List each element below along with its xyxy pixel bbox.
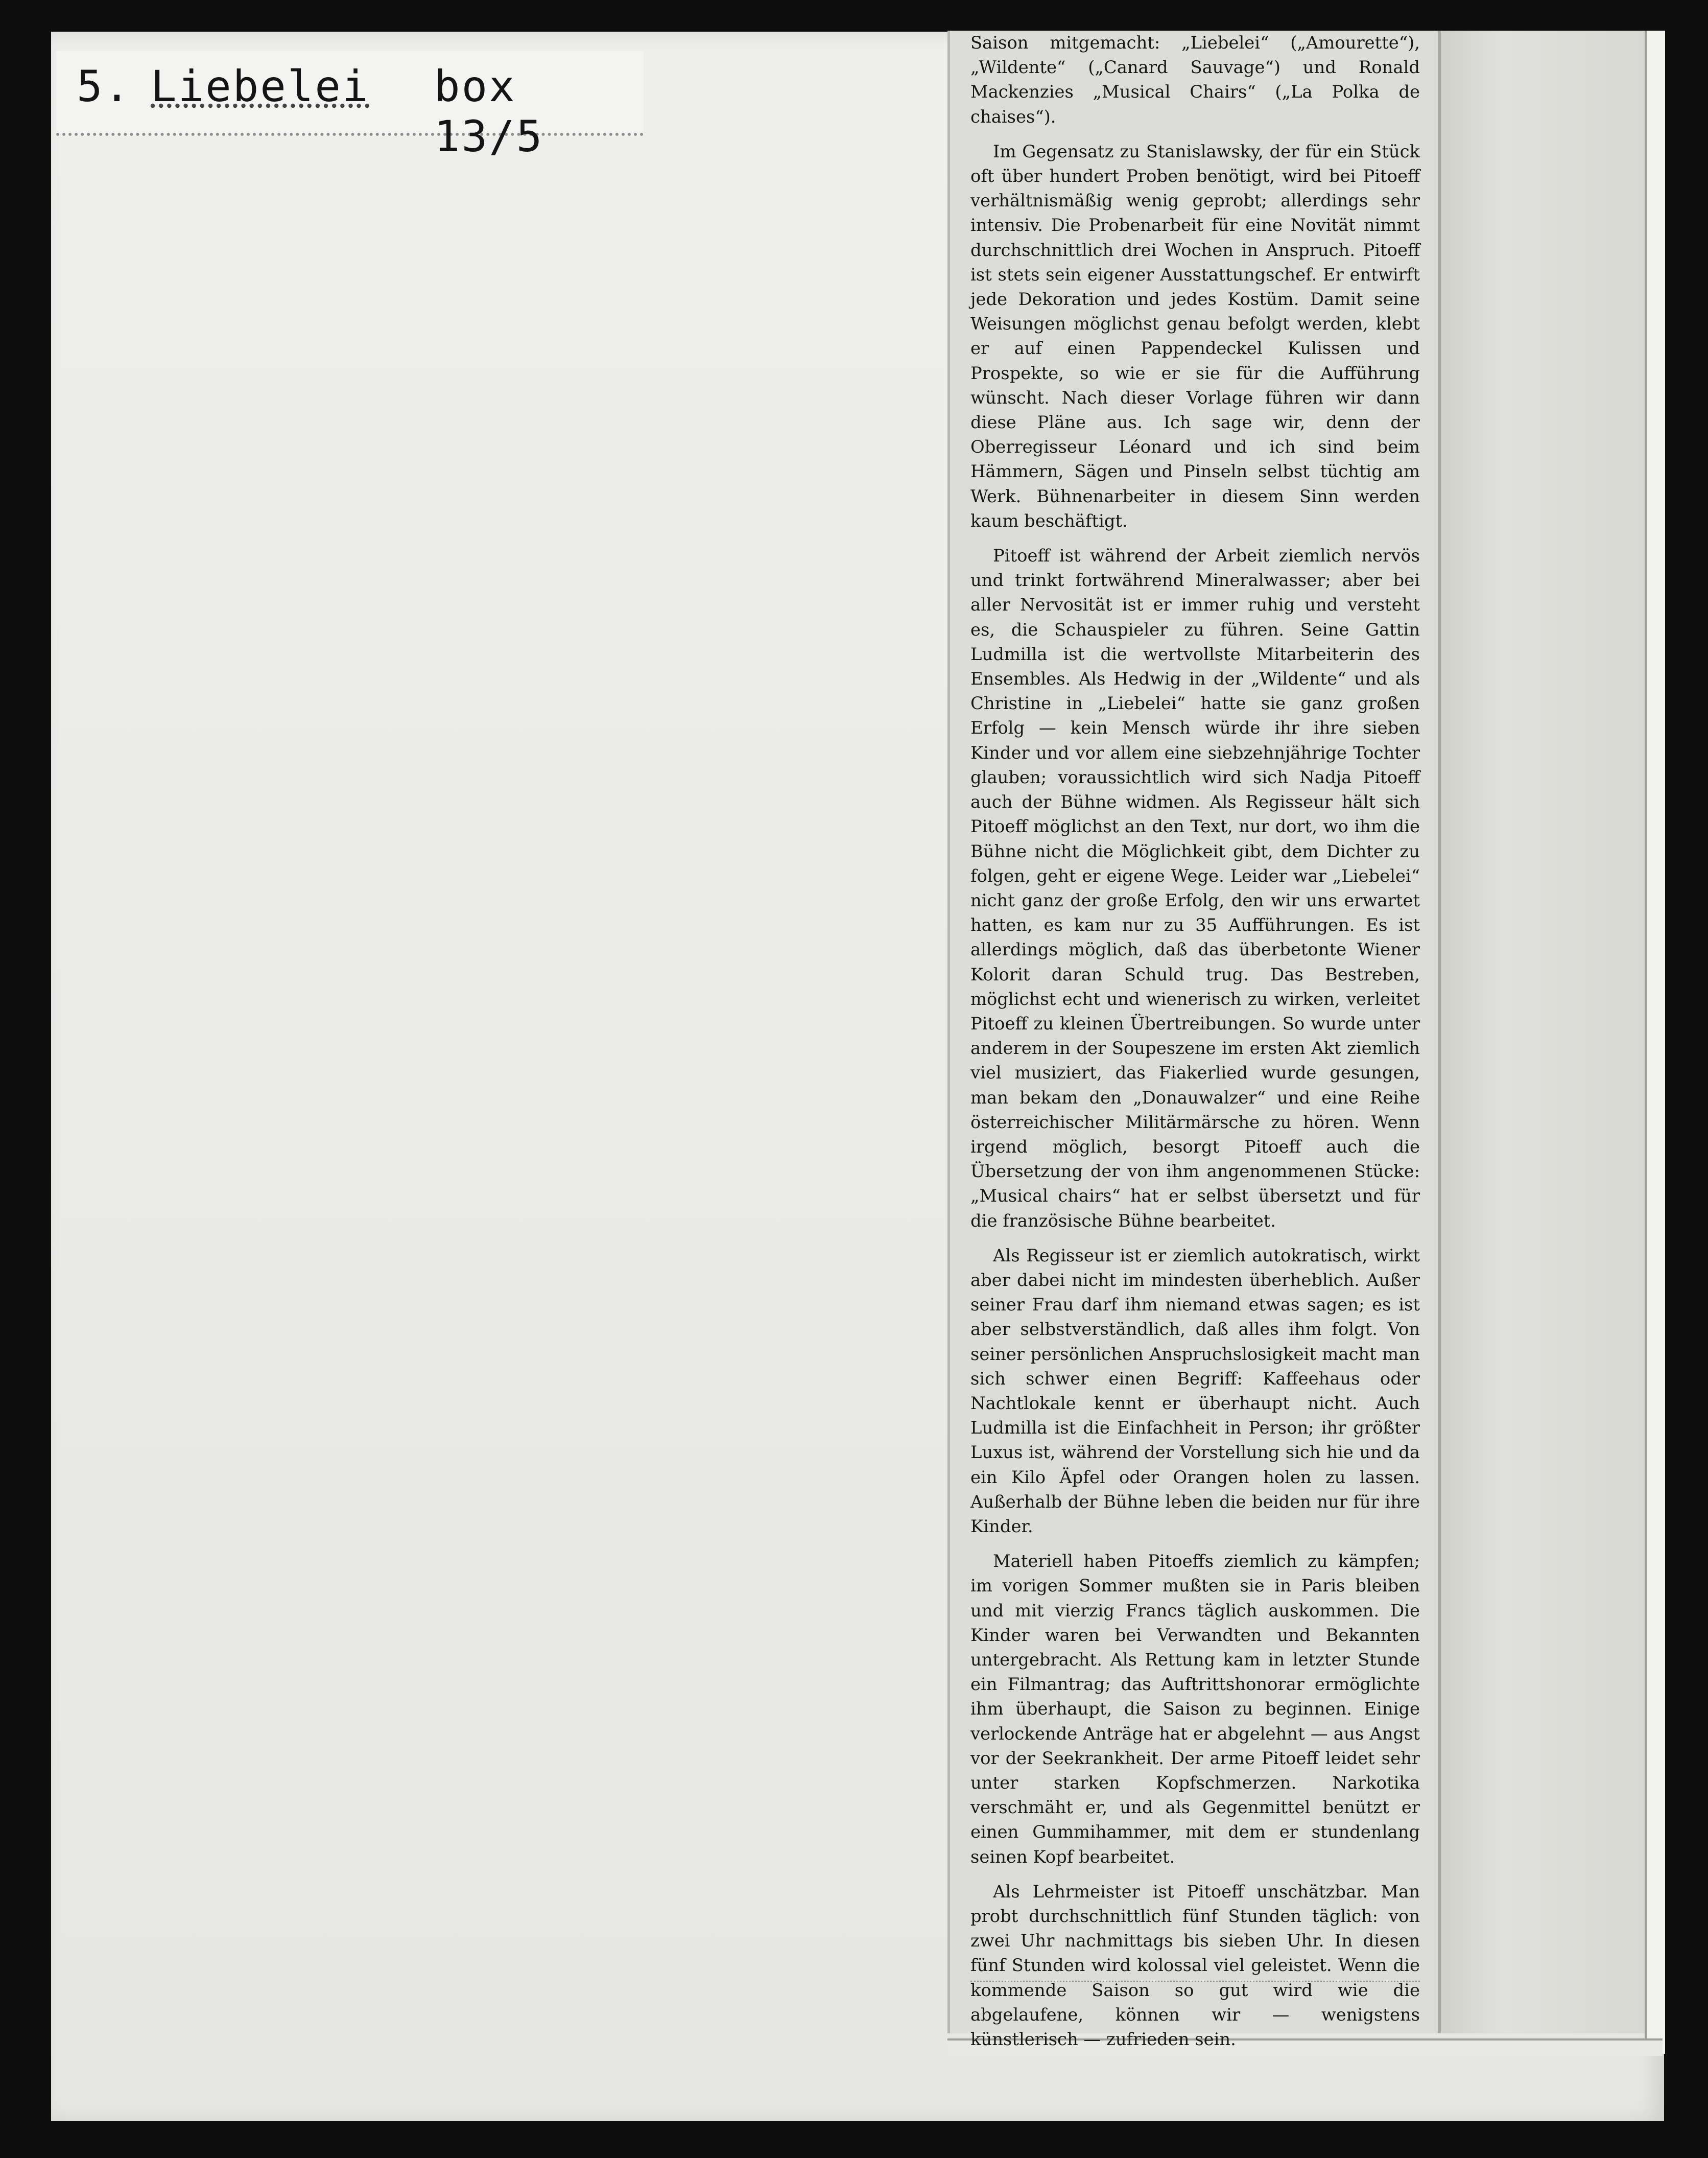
backing-card-edge xyxy=(1645,31,1665,2054)
label-box-number: box 13/5 xyxy=(434,61,544,161)
label-number: 5. xyxy=(77,61,132,111)
newspaper-clipping xyxy=(947,31,1441,2050)
clipping-shadow-strip xyxy=(1435,31,1660,2033)
label-title: Liebelei xyxy=(151,61,370,111)
article-paragraph: Als Regisseur ist er ziemlich autokratisch, wirkt aber dabei nicht im mindesten überheblich. Außer seiner Frau darf ihm niemand etwas sagen; es ist aber selbstverständlich, daß alles ihm folgt. Von seiner persönlichen Anspruchslosigkeit macht man sich schwer einen Begriff: Kaffeehaus oder Nachtlokale kennt er überhaupt nicht. Auch Ludmilla ist die Einfachheit in Person; ihr größter Luxus ist, während der Vorstellung sich hie und da ein Kilo Äpfel oder Orangen holen zu lassen. Außerhalb der Bühne leben die beiden nur für ihre Kinder. xyxy=(970,1245,1420,1536)
article-body xyxy=(970,31,1420,2062)
clipping-footer-rule xyxy=(970,1981,1420,1993)
archive-label xyxy=(56,51,644,161)
article-paragraph: Materiell haben Pitoeffs ziemlich zu kämpfen; im vorigen Sommer mußten sie in Paris bleiben und mit vierzig Francs täglich auskommen. Die Kinder waren bei Verwandten und Bekannten untergebracht. Als Rettung kam in letzter Stunde ein Filmantrag; das Auftrittshonorar ermöglichte ihm überhaupt, die Saison zu beginnen. Einige verlockende Anträge hat er abgelehnt — aus Angst vor der Seekrankheit. Der arme Pitoeff leidet sehr unter starken Kopfschmerzen. Narkotika verschmäht er, und als Gegenmittel benützt er einen Gummihammer, mit dem er stundenlang seinen Kopf bearbeitet. xyxy=(970,1551,1420,1867)
article-paragraph: Pitoeff ist während der Arbeit ziemlich nervös und trinkt fortwährend Mineralwasser; aber bei aller Nervosität ist er immer ruhig und versteht es, die Schauspieler zu führen. Seine Gattin Ludmilla ist die wertvollste Mitarbeiterin des Ensembles. Als Hedwig in der „Wildente“ und als Christine in „Liebelei“ hatte sie ganz großen Erfolg — kein Mensch würde ihr ihre sieben Kinder und vor allem eine siebzehnjährige Tochter glauben; voraussichtlich wird sich Nadja Pitoeff auch der Bühne widmen. Als Regisseur hält sich Pitoeff möglichst an den Text, nur dort, wo ihm die Bühne nicht die Möglichkeit gibt, dem Dichter zu folgen, geht er eigene Wege. Leider war „Liebelei“ nicht ganz der große Erfolg, den wir uns erwartet hatten, es kam nur zu 35 Aufführungen. Es ist allerdings möglich, daß das überbetonte Wiener Kolorit daran Schuld trug. Das Bestreben, möglichst echt und wienerisch zu wirken, verleitet Pitoeff zu kleinen Übertreibungen. So wurde unter anderem in der Soupeszene im ersten Akt ziemlich viel musiziert, das Fiakerlied wurde gesungen, man bekam den „Donauwalzer“ und eine Reihe österreichischer Militärmärsche zu hören. Wenn irgend möglich, besorgt Pitoeff auch die Übersetzung der von ihm angenommenen Stücke: „Musical chairs“ hat er selbst übersetzt und für die französische Bühne bearbeitet. xyxy=(970,546,1420,1231)
article-paragraph: Saison mitgemacht: „Liebelei“ („Amourette“), „Wildente“ („Canard Sauvage“) und Ronald Mackenzies „Musical Chairs“ („La Polka de chaises“). xyxy=(970,33,1420,127)
article-paragraph: Im Gegensatz zu Stanislawsky, der für ein Stück oft über hundert Proben benötigt, wird bei Pitoeff verhältnismäßig wenig geprobt; allerdings sehr intensiv. Die Probenarbeit für eine Novität nimmt durchschnittlich drei Wochen in Anspruch. Pitoeff ist stets sein eigener Ausstattungschef. Er entwirft jede Dekoration und jedes Kostüm. Damit seine Weisungen möglichst genau befolgt werden, klebt er auf einen Pappendeckel Kulissen und Prospekte, so wie er sie für die Aufführung wünscht. Nach dieser Vorlage führen wir dann diese Pläne aus. Ich sage wir, denn der Oberregisseur Léonard und ich sind beim Hämmern, Sägen und Pinseln selbst tüchtig am Werk. Bühnenarbeiter in diesem Sinn werden kaum beschäftigt. xyxy=(970,141,1420,531)
article-paragraph: Als Lehrmeister ist Pitoeff unschätzbar. Man probt durchschnittlich fünf Stunden täglich: von zwei Uhr nachmittags bis sieben Uhr. In diesen fünf Stunden wird kolossal viel geleistet. Wenn die kommende Saison so gut wird wie die abgelaufene, können wir — wenigstens künstlerisch — zufrieden sein. xyxy=(970,1881,1420,2050)
